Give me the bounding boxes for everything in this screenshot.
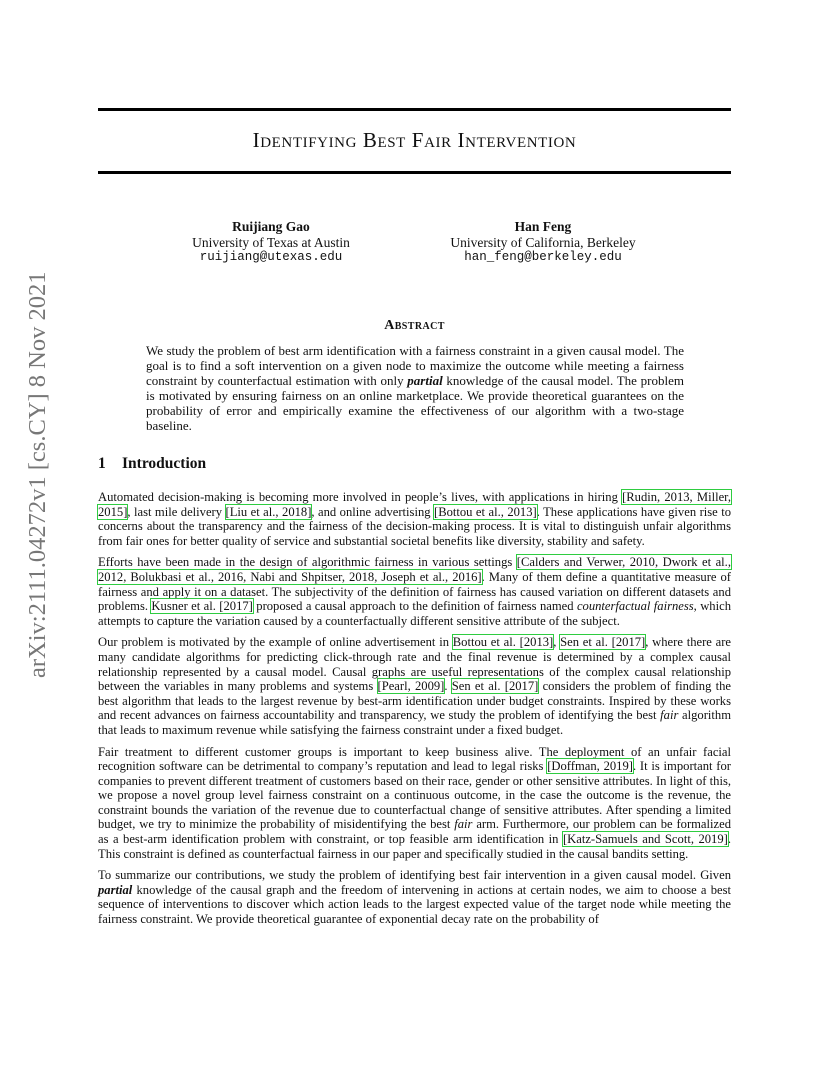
section-number: 1 bbox=[98, 455, 106, 472]
title-rule-bottom bbox=[98, 171, 731, 174]
author-block-2 bbox=[423, 219, 663, 266]
author-name: Han Feng bbox=[514, 219, 572, 234]
text: . It is important for companies to prevent different treatment of customers based on their race, gender or other sensitive attributes. In light of this, we propose a novel group level fairness constraint on a continuous outcome, in the case the outcome is the revenue, the constraint bounds the variation of the revenue due to counterfactual change of sensitive attributes. After spending a limited budget, we try to minimize the probability of misidentifying the best bbox=[98, 759, 731, 832]
text: , and online advertising bbox=[311, 504, 434, 519]
text: proposed a causal approach to the definition of fairness named bbox=[252, 599, 577, 614]
author-email[interactable]: ruijiang@utexas.edu bbox=[199, 250, 343, 264]
text: Our problem is motivated by the example of online advertisement in bbox=[98, 635, 453, 650]
author-block-1 bbox=[151, 219, 391, 266]
author-affiliation: University of Texas at Austin bbox=[192, 234, 350, 250]
emphasis: counterfactual fairness bbox=[576, 599, 694, 614]
abstract-text-part: We study the problem of best arm identification with a fairness constraint in a given causal model. The goal is to find a soft intervention on a given node to maximize the outcome while meeting a fairness constraint by counterfactual estimation with only bbox=[146, 343, 684, 388]
citation-link[interactable]: [Katz-Samuels and Scott, 2019] bbox=[562, 832, 728, 847]
paragraph-2 bbox=[98, 555, 731, 628]
citation-link[interactable]: Sen et al. [2017] bbox=[560, 635, 646, 650]
citation-link[interactable]: Sen et al. [2017] bbox=[451, 679, 539, 694]
abstract-emphasis: partial bbox=[407, 373, 443, 388]
text: . Many of them define a quantitative measure of fairness and apply it on a dataset. The subjectivity of the definition of fairness has caused variation on different datasets and problems. bbox=[98, 569, 731, 614]
paragraph-4 bbox=[98, 745, 731, 862]
text: . bbox=[444, 679, 452, 694]
text: , which attempts to capture the variation caused by a counterfactually different sensitive attribute of the subject. bbox=[98, 599, 731, 628]
author-name: Ruijiang Gao bbox=[232, 219, 310, 234]
citation-link[interactable]: [Rudin, 2013, Miller, 2015] bbox=[98, 490, 732, 519]
citation-link[interactable]: [Bottou et al., 2013] bbox=[434, 504, 537, 519]
text: considers the problem of finding the best algorithm that leads to the largest revenue by best-arm identification under budget constraints. Inspired by these works and recent advances on fairness accountability and transparency, we study the problem of identifying the best bbox=[98, 679, 732, 723]
citation-link[interactable]: Kusner et al. [2017] bbox=[151, 599, 253, 614]
citation-link[interactable]: [Calders and Verwer, 2010, Dwork et al., 2012, Bolukbasi et al., 2016, Nabi and Shpitser, 2018, Joseph et al., 2016] bbox=[98, 555, 731, 584]
emphasis: partial bbox=[98, 882, 133, 897]
text: knowledge of the causal graph and the freedom of intervening in actions at certain nodes, we aim to choose a best sequence of interventions to discover which action leads to the largest expected value of the target node while meeting the fairness constraint. We provide theoretical guarantee of exponential decay rate on the probability of bbox=[98, 882, 731, 927]
section-title: Introduction bbox=[122, 455, 207, 472]
paragraph-1 bbox=[98, 490, 731, 548]
paragraph-3 bbox=[98, 635, 731, 737]
emphasis: fair bbox=[660, 708, 679, 723]
citation-link[interactable]: [Liu et al., 2018] bbox=[225, 504, 312, 519]
text: , last mile delivery bbox=[127, 504, 226, 519]
text: , where there are many candidate algorithms for predicting click-through rate and the final revenue is determined by a complex causal relationship represented by a causal model. Causal graphs are useful representations of the complex causal relationship between the variables in many problems and systems bbox=[98, 635, 731, 694]
citation-link[interactable]: [Doffman, 2019] bbox=[547, 759, 633, 774]
paragraph-5 bbox=[98, 868, 731, 926]
text: Automated decision-making is becoming more involved in people’s lives, with applications in hiring bbox=[98, 490, 623, 504]
paper-title: Identifying Best Fair Intervention bbox=[252, 128, 577, 152]
section-heading bbox=[98, 455, 206, 473]
abstract-text bbox=[146, 343, 684, 433]
text: Fair treatment to different customer groups is important to keep business alive. The deployment of an unfair facial recognition software can be detrimental to company’s reputation and lead to legal risks bbox=[98, 744, 731, 774]
text: arm. Furthermore, our problem can be formalized as a best-arm identification problem with constraint, or top feasible arm identification in bbox=[98, 817, 731, 847]
introduction-body bbox=[98, 490, 731, 934]
emphasis: fair bbox=[454, 817, 473, 832]
text: , bbox=[553, 635, 561, 650]
title-rule-top bbox=[98, 108, 731, 111]
author-email[interactable]: han_feng@berkeley.edu bbox=[464, 250, 622, 264]
text: algorithm that leads to maximum revenue while satisfying the fairness constraint under a fixed budget. bbox=[98, 708, 731, 737]
text: To summarize our contributions, we study the problem of identifying best fair intervention in a given causal model. Given bbox=[98, 868, 731, 883]
text: Efforts have been made in the design of algorithmic fairness in various settings bbox=[98, 555, 517, 570]
abstract-heading: Abstract bbox=[384, 318, 445, 333]
citation-link[interactable]: Bottou et al. [2013] bbox=[452, 635, 554, 650]
author-affiliation: University of California, Berkeley bbox=[450, 234, 636, 250]
arxiv-identifier: arXiv:2111.04272v1 [cs.CY] 8 Nov 2021 bbox=[24, 271, 51, 678]
abstract-text-part: knowledge of the causal model. The problem is motivated by ensuring fairness on an online marketplace. We provide theoretical guarantees on the probability of error and empirically examine the effectiveness of our algorithm with a two-stage baseline. bbox=[146, 373, 684, 433]
text: . This constraint is defined as counterfactual fairness in our paper and specifically studied in the causal bandits setting. bbox=[98, 832, 731, 861]
citation-link[interactable]: [Pearl, 2009] bbox=[377, 679, 445, 694]
text: . These applications have given rise to concerns about the transparency and the fairness of the decision-making process. It is vital to distinguish unfair algorithms from fair ones for better quality of service and substantial societal benefits like diversity, stability and safety. bbox=[98, 504, 731, 548]
